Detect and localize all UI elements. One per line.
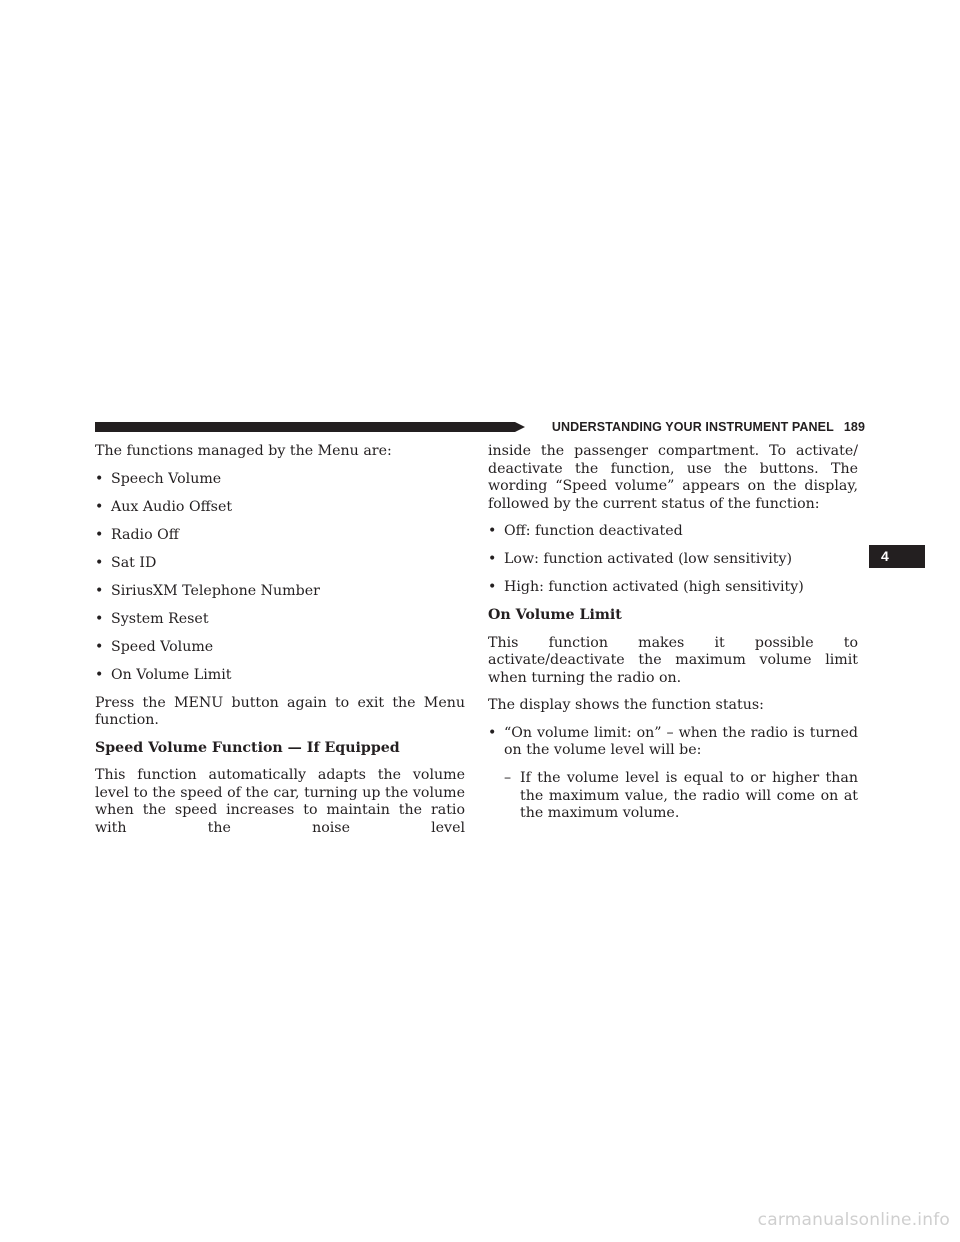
speed-volume-continued: inside the passenger compartment. To activate/ deactivate the function, use the buttons. The wording “Speed volume” appears on the display, followed by the current status of the function:: [488, 443, 858, 512]
list-item: • Speech Volume: [95, 470, 222, 487]
list-item: • Low: function activated (low sensitivity): [488, 551, 793, 567]
running-header: [530, 419, 865, 436]
right-column: [488, 443, 858, 833]
volume-limit-body: This function makes it possible to activate/deactivate the maximum volume limit when turning the radio on.: [488, 634, 858, 686]
menu-intro: The functions managed by the Menu are:: [95, 443, 392, 459]
list-item: • Sat ID: [95, 554, 157, 571]
sub-list-item: – If the volume level is equal to or higher than the maximum value, the radio will come on at the maximum volume.: [504, 770, 858, 821]
exit-instruction: Press the MENU button again to exit the Menu function.: [95, 694, 465, 728]
header-title: UNDERSTANDING YOUR INSTRUMENT PANEL: [551, 420, 834, 434]
speed-volume-body: This function automatically adapts the volume level to the speed of the car, turning up the volume when the speed increases to maintain the ratio with the noise level: [95, 767, 465, 836]
header-rule: [95, 422, 515, 432]
display-status-text: The display shows the function status:: [488, 697, 764, 713]
chapter-tab: 4: [869, 545, 925, 568]
watermark: carmanualsonline.info: [757, 1210, 950, 1230]
list-item: • High: function activated (high sensitivity): [488, 579, 804, 595]
list-item: • System Reset: [95, 610, 209, 627]
list-item: • Off: function deactivated: [488, 523, 683, 539]
list-item: • Speed Volume: [95, 638, 214, 655]
page-number: 189: [843, 420, 865, 434]
list-item: • SiriusXM Telephone Number: [95, 582, 320, 599]
list-item: • On Volume Limit: [95, 666, 232, 683]
list-item: • “On volume limit: on” – when the radio is turned on the volume level will be:: [488, 724, 858, 758]
volume-limit-heading: On Volume Limit: [488, 607, 622, 623]
speed-volume-heading: Speed Volume Function — If Equipped: [95, 739, 400, 756]
list-item: • Aux Audio Offset: [95, 498, 233, 515]
list-item: • Radio Off: [95, 526, 179, 543]
left-column: [95, 443, 465, 847]
